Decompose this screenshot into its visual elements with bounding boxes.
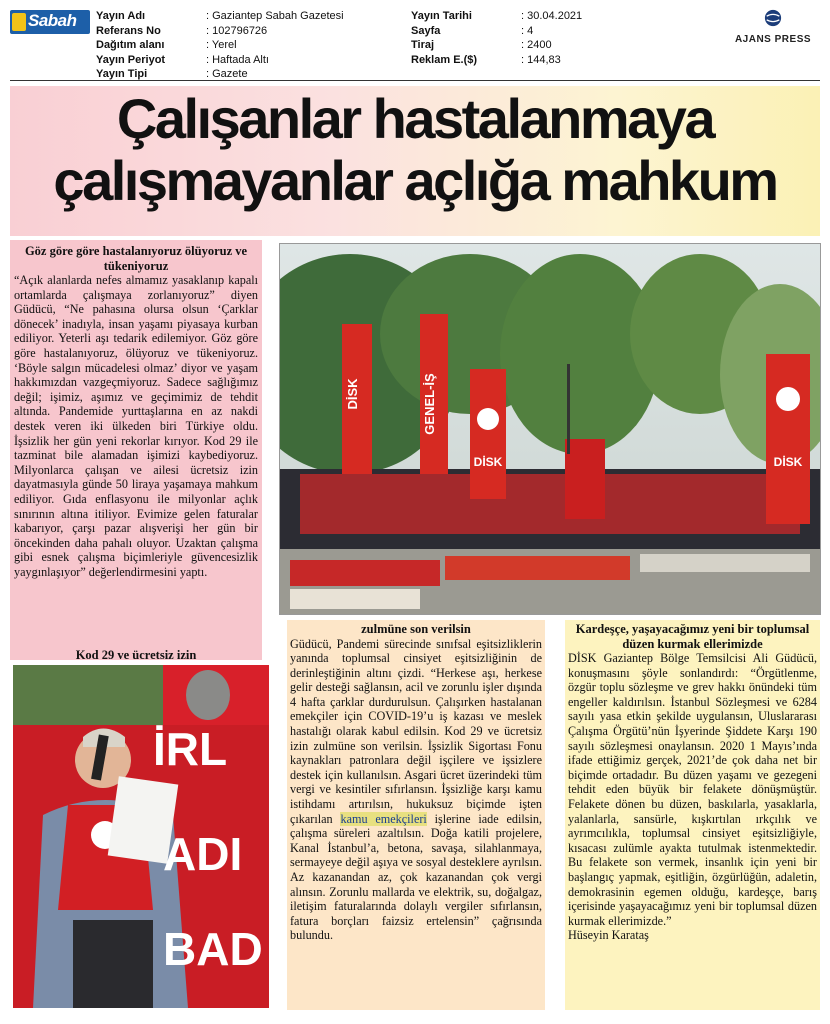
logo-text: Sabah bbox=[28, 11, 77, 30]
column-1-footer-subhead: Kod 29 ve ücretsiz izin bbox=[75, 648, 197, 662]
column-1 bbox=[14, 244, 258, 579]
meta-label: Referans No bbox=[96, 24, 161, 37]
meta-value: : Yerel bbox=[206, 39, 237, 51]
meta-value: : 2400 bbox=[521, 39, 552, 51]
meta-label: Yayın Tarihi bbox=[411, 10, 472, 22]
backdrop-text: İRL ADI BAD bbox=[153, 723, 263, 975]
headline-line-1: Çalışanlar hastalanmaya bbox=[116, 87, 714, 150]
column-2-subhead: zulmüne son verilsin bbox=[361, 622, 471, 636]
meta-value: : 4 bbox=[521, 24, 534, 37]
meta-label: Reklam E.($) bbox=[411, 53, 478, 66]
speaker-photo bbox=[13, 665, 269, 1008]
meta-value: : Haftada Altı bbox=[206, 53, 269, 66]
protest-photo-illustration bbox=[280, 244, 820, 614]
speaker-photo-illustration bbox=[13, 665, 269, 1008]
column-1-subhead: Göz göre göre hastalanıyoruz ölüyoruz ve tükeniyoruz bbox=[24, 244, 248, 273]
column-3 bbox=[568, 622, 817, 943]
headline-line-2: çalışmayanlar açlığa mahkum bbox=[53, 149, 777, 212]
meta-value: : Gazete bbox=[206, 68, 248, 80]
protest-photo bbox=[279, 243, 821, 615]
meta-label: Yayın Adı bbox=[96, 10, 146, 22]
left-meta bbox=[96, 9, 396, 82]
meta-label: Yayın Periyot bbox=[96, 53, 166, 66]
banner-label: GENEL-İŞ bbox=[422, 373, 437, 435]
banner-label: DİSK bbox=[473, 455, 503, 469]
sabah-logo bbox=[10, 10, 90, 34]
column-2-text-after: işlerine iade edilsin, çalışma süreleri azaltılsın. Doğa katili projelere, Kanal İstanbul’a, betona, savaşa, silahlanmaya, sermayeye değil aşıya ve sosyal desteklere ayrılsın. Az kazanandan az, çok kazanandan çok vergi alınsın. Zorunlu mallarda ve elektrik, su, doğalgaz, iletişim faturalarında dolaylı vergiler sıfırlansın, fatura borçları faizsiz ertelensin” çağrısında bulundu. bbox=[290, 811, 543, 943]
meta-label: Sayfa bbox=[411, 24, 441, 37]
meta-value: : Gaziantep Sabah Gazetesi bbox=[206, 10, 344, 22]
banner-label: DİSK bbox=[773, 455, 803, 469]
meta-value: : 30.04.2021 bbox=[521, 10, 583, 22]
column-3-subhead: Kardeşçe, yaşayacağımız yeni bir toplumsal düzen kurmak ellerimizde bbox=[575, 622, 810, 651]
column-2 bbox=[290, 622, 542, 943]
meta-label: Tiraj bbox=[411, 39, 435, 51]
column-1-text: “Açık alanlarda nefes almamız yasaklanıp kapalı ortamlarda çalışmaya zorlanıyoruz” diyen Güdücü, “Ne pahasına olursa olsun ‘Çarklar dönecek’ inadıyla, insan yaşamı piyasaya kurban ediliyor. Yeterli aşı tedarik edilemiyor. Göz göre göre hastalanıyoruz, ölüyoruz ve tükeniyoruz. ‘Böyle salgın mücadelesi olmaz’ diyor ve yaşam hakkımızdan vazgeçmiyoruz. Sadece sağlığımız değil; işimiz, aşımız ve geçimimiz de tehdit altında. Pandemide yurttaşlarına en az nakdi destek veren iki ülkeden biri Türkiye oldu. İşsizlik her gün yeni rekorlar kırıyor. Kod 29 ile tazminat bile alamadan işimizi kaybediyoruz. Milyonlarca çalışan ve ailesi ücretsiz izin dayatmasıyla günde 50 liraya yaşamaya mahkum ediliyor. Gıda enflasyonu ile milyonlar açlık sınırının altına itiliyor. Evimize gelen faturalar kabarıyor, çarşı pazar alışverişi her gün bir öncekinden daha pahalı oluyor. Uzaktan çalışma gibi esnek çalışma biçimleriyle güvencesizlik yaygınlaşıyor” değerlendirmesini yaptı. bbox=[14, 273, 258, 579]
author-name: Hüseyin Karataş bbox=[568, 928, 649, 943]
column-2-text bbox=[290, 637, 542, 943]
meta-value: : 144,83 bbox=[521, 53, 561, 66]
meta-label: Yayın Tipi bbox=[96, 68, 148, 80]
highlighted-phrase: kamu emekçileri bbox=[340, 811, 427, 826]
column-2-text-before: Güdücü, Pandemi sürecinde sınıfsal eşitsizliklerin yanında toplumsal cinsiyet eşitsizliğinin de derinleştiğinin altını çizdi. “Herkese aşı, herkese gelir desteği sağlansın, acil ve zorunlu işler dışında 4 hafta çarklar durdurulsun. Çalışırken hastalanan emekçiler için COVID-19’u iş kazası ve meslek hastalığı olarak kabul edilsin. Kod 29 ve ücretsiz izin zulmüne son verilsin. İşsizlik Sigortası Fonu kaynakları patronlara değil işçilere ve işsizlere destek için kullanılsın. Asgari ücret üzerindeki tüm vergi ve kesintiler sıfırlansın. İşsizliğe karşı kamu istihdamı artırılsın, hukuksuz biçimde işten çıkarılan bbox=[290, 636, 542, 826]
column-3-text: DİSK Gaziantep Bölge Temsilcisi Ali Güdücü, konuşmasını şöyle sonlandırdı: “Örgütlenme, özgür toplu sözleşme ve grev hakkı önündeki tüm engeller kaldırılsın. İstanbul Sözleşmesi ve 6284 sayılı yasa etkin şekilde uygulansın, Uluslararası Çalışma Örgütü’nün İşyerinde Şiddete Karşı 190 sayılı sözleşmesi onaylansın. 2020 1 Mayıs’ında ifade ettiğimiz gerçek, 2021’de çok daha net bir biçimde ortadadır. Bu düzen yaşamı ve gezegeni tehdit eden büyük bir felakete dönüşmüştür. Felakete dönen bu düzen, baskılarla, yasaklarla, yalanlarla, sansürle, kışkırtılan ırkçılık ve ayrımcılıkla, toplumsal cinsiyet eşitsizliğiyle, kısacası zulümle ayakta tutulmak istenmektedir. Bu felakete son vermek, insanlık için yeni bir başlangıç yapmak, eşitliğin, özgürlüğün, adaletin, demokrasinin egemen olduğu, kardeşçe, barış içerisinde yaşayacağımız yeni bir toplumsal düzen kurmak ellerimizde.” bbox=[568, 651, 817, 928]
meta-value: : 102796726 bbox=[206, 24, 268, 37]
logo-mark-icon bbox=[12, 13, 26, 31]
right-meta bbox=[411, 9, 641, 67]
ajans-press-logo bbox=[728, 9, 818, 45]
meta-label: Dağıtım alanı bbox=[96, 39, 165, 51]
headline bbox=[10, 88, 820, 212]
globe-icon bbox=[764, 9, 782, 27]
agency-name: AJANS PRESS bbox=[734, 34, 812, 45]
banner-label: DİSK bbox=[345, 378, 360, 410]
header-divider bbox=[10, 80, 820, 81]
